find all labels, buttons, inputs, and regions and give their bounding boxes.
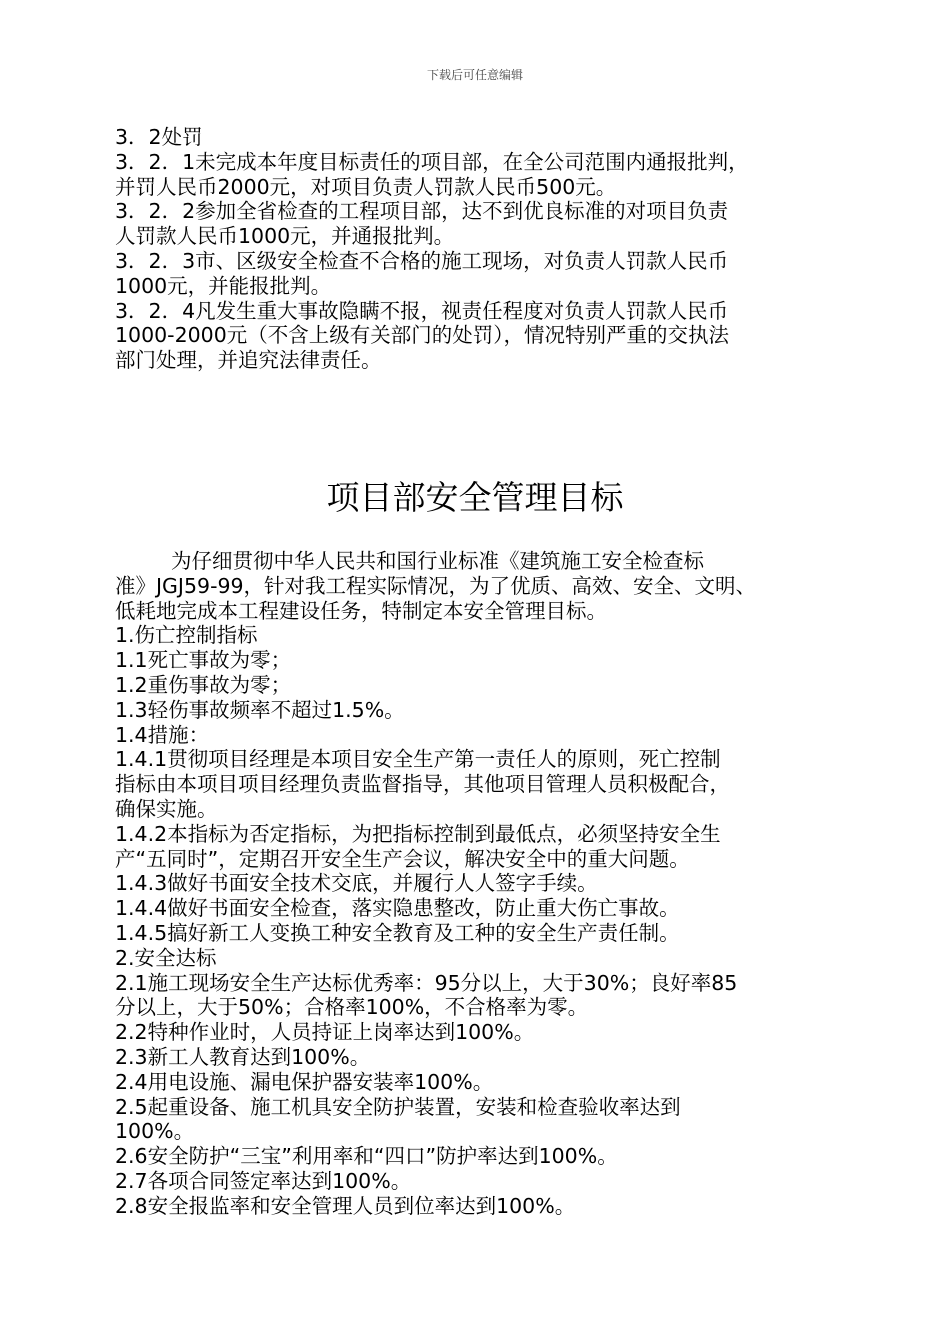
text-line: 1.4.4做好书面安全检查，落实隐患整改，防止重大伤亡事故。	[115, 896, 680, 921]
text-line: 2.8安全报监率和安全管理人员到位率达到100%。	[115, 1193, 576, 1218]
text-line: 1.4.2本指标为否定指标，为把指标控制到最低点，必须坚持安全生	[115, 821, 721, 846]
safety-goals-section	[115, 549, 855, 1219]
text-line: 2.7各项合同签定率达到100%。	[115, 1168, 412, 1193]
text-line: 2.2特种作业时，人员持证上岗率达到100%。	[115, 1020, 535, 1045]
text-line: 准》JGJ59-99，针对我工程实际情况，为了优质、高效、安全、文明、	[115, 573, 757, 598]
page-header-note: 下载后可任意编辑	[426, 68, 523, 82]
intro-paragraph-line: 为仔细贯彻中华人民共和国行业标准《建筑施工安全检查标	[171, 549, 704, 573]
text-line: 人罚款人民币1000元，并通报批判。	[115, 224, 455, 249]
text-line: 1.3轻伤事故频率不超过1.5%。	[115, 697, 405, 722]
penalty-section	[115, 125, 855, 373]
text-line: 3．2．1未完成本年度目标责任的项目部，在全公司范围内通报批判，	[115, 149, 749, 174]
text-line: 1000元，并能报批判。	[115, 273, 332, 298]
text-line: 1.2重伤事故为零；	[115, 672, 292, 697]
text-line: 2.3新工人教育达到100%。	[115, 1044, 371, 1069]
text-line: 1.4.1贯彻项目经理是本项目安全生产第一责任人的原则，死亡控制	[115, 747, 721, 772]
section-heading: 2.安全达标	[115, 945, 217, 970]
text-line: 1.4措施：	[115, 722, 210, 747]
text-line: 部门处理，并追究法律责任。	[115, 348, 382, 373]
text-line: 3．2．3市、区级安全检查不合格的施工现场，对负责人罚款人民币	[115, 248, 729, 273]
text-line: 1.4.3做好书面安全技术交底，并履行人人签字手续。	[115, 871, 598, 896]
text-line: 1.4.5搞好新工人变换工种安全教育及工种的安全生产责任制。	[115, 920, 680, 945]
text-line: 指标由本项目项目经理负责监督指导，其他项目管理人员积极配合，	[115, 772, 730, 797]
text-line: 3．2处罚	[115, 125, 203, 149]
text-line: 分以上，大于50%；合格率100%，不合格率为零。	[115, 995, 589, 1020]
text-line: 确保实施。	[115, 796, 218, 821]
text-line: 低耗地完成本工程建设任务，特制定本安全管理目标。	[115, 598, 607, 623]
text-line: 100%。	[115, 1119, 195, 1144]
text-line: 2.5起重设备、施工机具安全防护装置，安装和检查验收率达到	[115, 1094, 681, 1119]
text-line: 产“五同时”，定期召开安全生产会议，解决安全中的重大问题。	[115, 846, 690, 871]
text-line: 2.1施工现场安全生产达标优秀率：95分以上，大于30%；良好率85	[115, 970, 738, 995]
document-title: 项目部安全管理目标	[326, 478, 624, 517]
text-line: 2.6安全防护“三宝”利用率和“四口”防护率达到100%。	[115, 1144, 618, 1169]
text-line: 1.1死亡事故为零；	[115, 648, 292, 673]
section-heading: 1.伤亡控制指标	[115, 623, 258, 648]
text-line: 3．2．2参加全省检查的工程项目部，达不到优良标准的对项目负责	[115, 199, 729, 224]
text-line: 并罚人民币2000元，对项目负责人罚款人民币500元。	[115, 174, 617, 199]
text-line: 2.4用电设施、漏电保护器安装率100%。	[115, 1069, 494, 1094]
text-line: 3．2．4凡发生重大事故隐瞒不报，视责任程度对负责人罚款人民币	[115, 298, 729, 323]
text-line: 1000-2000元（不含上级有关部门的处罚），情况特别严重的交执法	[115, 323, 729, 348]
